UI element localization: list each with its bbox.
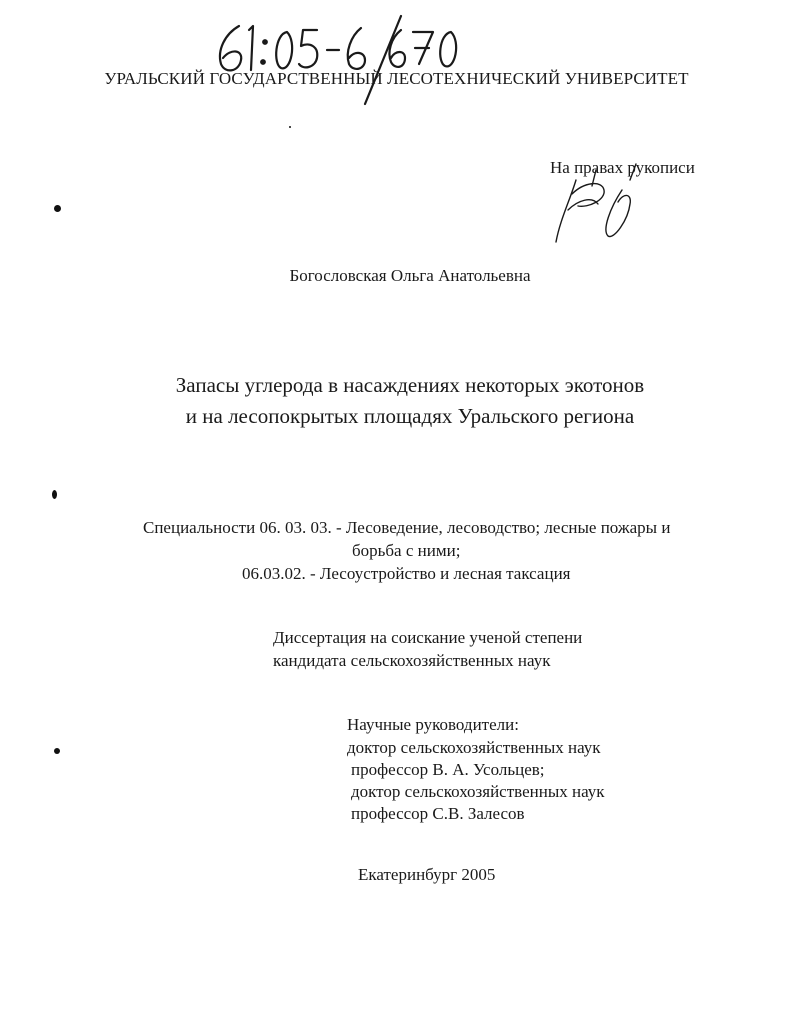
author-name: Богословская Ольга Анатольевна xyxy=(289,266,531,285)
scan-speck xyxy=(52,490,57,499)
specialties-line1: Специальности 06. 03. 03. - Лесоведение, лесоводство; лесные пожары и xyxy=(143,518,671,537)
dissertation-title-line2: и на лесопокрытых площадях Уральского региона xyxy=(185,404,635,428)
university-name: УРАЛЬСКИЙ ГОСУДАРСТВЕННЫЙ ЛЕСОТЕХНИЧЕСКИЙ УНИВЕРСИТЕТ xyxy=(104,69,689,88)
place-year: Екатеринбург 2005 xyxy=(358,865,496,884)
advisor-1-name: профессор В. А. Усольцев; xyxy=(351,760,545,779)
specialties-line3: 06.03.02. - Лесоустройство и лесная таксация xyxy=(242,564,571,583)
specialties-line2: борьба с ними; xyxy=(352,541,461,560)
scan-speck xyxy=(289,126,291,128)
dissertation-title-line1: Запасы углерода в насаждениях некоторых экотонов xyxy=(175,373,645,397)
manuscript-rights: На правах рукописи xyxy=(550,158,695,177)
scan-speck xyxy=(54,748,60,754)
advisor-2-name: профессор С.В. Залесов xyxy=(351,804,525,823)
degree-line1: Диссертация на соискание ученой степени xyxy=(273,628,583,647)
scan-speck xyxy=(54,205,61,212)
advisor-1-degree: доктор сельскохозяйственных наук xyxy=(347,738,601,757)
advisor-2-degree: доктор сельскохозяйственных наук xyxy=(351,782,605,801)
archive-code xyxy=(205,12,475,72)
degree-line2: кандидата сельскохозяйственных наук xyxy=(273,651,551,670)
advisors-heading: Научные руководители: xyxy=(347,715,519,734)
signature xyxy=(548,160,648,250)
